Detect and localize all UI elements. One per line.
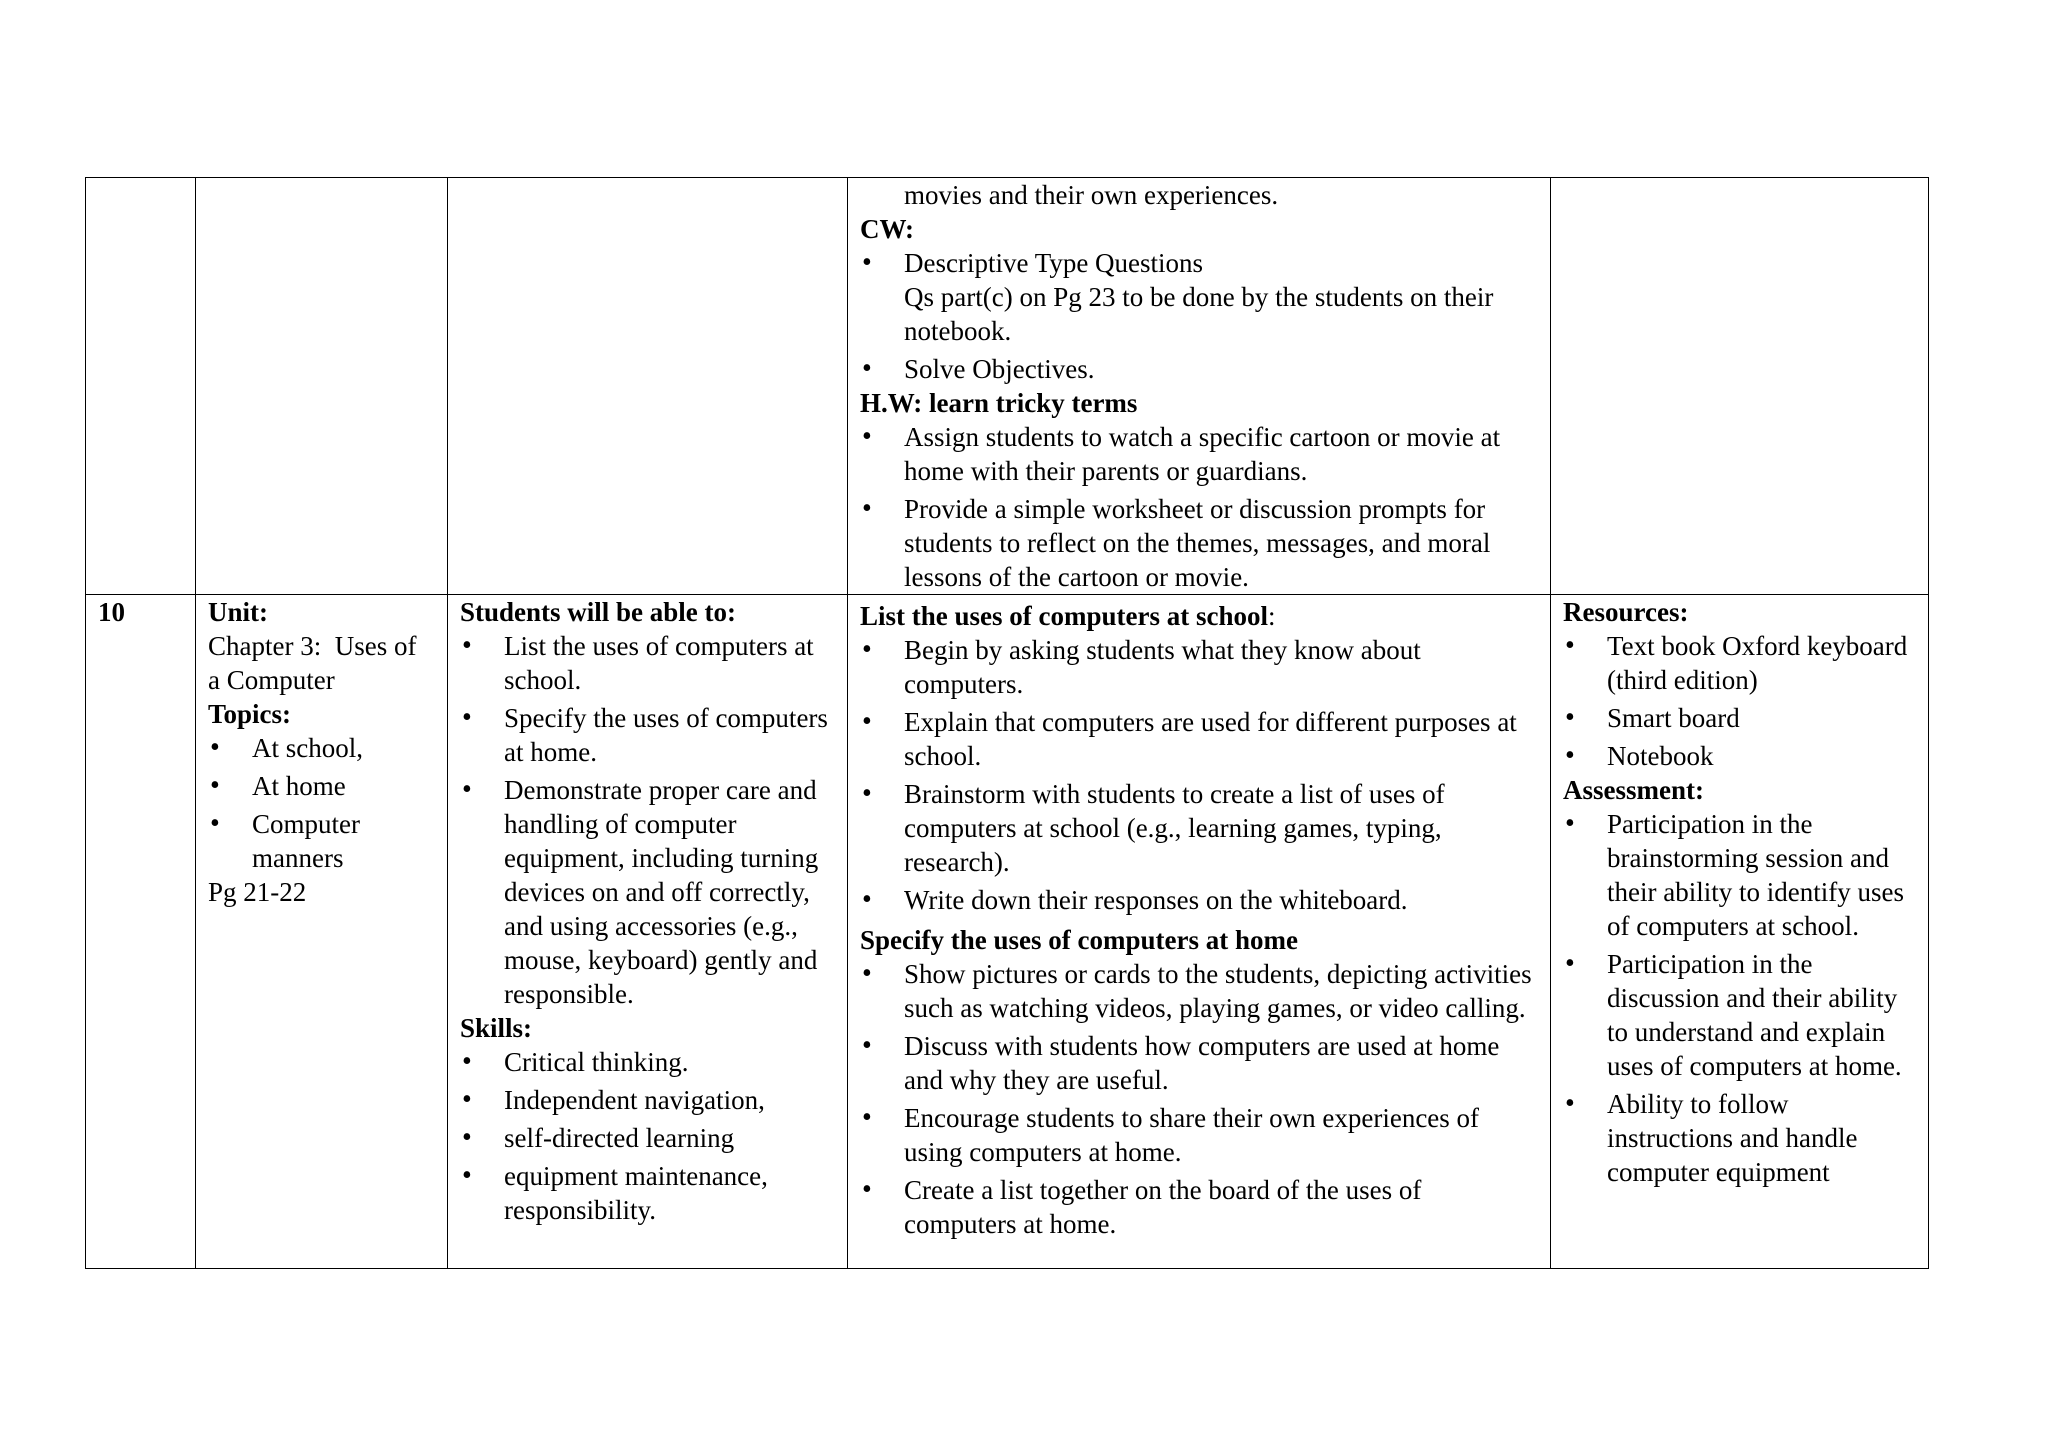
unit-text: Chapter 3: Uses of a Computer [208, 631, 424, 695]
list-item: • Descriptive Type Questions Qs part(c) on Pg 23 to be done by the students on their notebook. [860, 246, 1538, 348]
assessment-heading: Assessment: [1563, 775, 1704, 805]
list-item: • Ability to follow instructions and handle computer equipment [1563, 1087, 1916, 1189]
week-number: 10 [98, 597, 125, 627]
unit-heading: Unit: [208, 597, 268, 627]
list-item: • Discuss with students how computers are used at home and why they are useful. [860, 1029, 1538, 1097]
activity-list-school [860, 633, 1538, 917]
list-item: • Specify the uses of computers at home. [460, 701, 835, 769]
list-item: • Write down their responses on the whiteboard. [860, 883, 1538, 917]
list-item: • List the uses of computers at school. [460, 629, 835, 697]
list-item: • Computer manners [208, 807, 435, 875]
week-cell [86, 178, 196, 595]
list-item: • At home [208, 769, 435, 803]
list-item: • Smart board [1563, 701, 1916, 735]
slo-heading: Students will be able to: [460, 597, 737, 627]
slo-list [460, 629, 835, 1011]
activity-heading-school: List the uses of computers at school: [860, 601, 1276, 631]
hw-list [860, 420, 1538, 594]
list-item: • Assign students to watch a specific cartoon or movie at home with their parents or guardians. [860, 420, 1538, 488]
skills-heading: Skills: [460, 1013, 533, 1043]
lesson-plan-table [85, 177, 1929, 1269]
list-item: • Create a list together on the board of the uses of computers at home. [860, 1173, 1538, 1241]
activity-heading-home: Specify the uses of computers at home [860, 925, 1298, 955]
list-item: • Show pictures or cards to the students, depicting activities such as watching videos, playing games, or video calling. [860, 957, 1538, 1025]
resources-cell [1551, 595, 1929, 1269]
resources-cell [1551, 178, 1929, 595]
list-item: • Participation in the discussion and their ability to understand and explain uses of computers at home. [1563, 947, 1916, 1083]
hw-heading: H.W: learn tricky terms [860, 388, 1138, 418]
week-cell [86, 595, 196, 1269]
activities-cell [848, 178, 1551, 595]
intro-text: movies and their own experiences. [904, 180, 1279, 210]
objectives-cell [448, 595, 848, 1269]
cw-sub-text: Qs part(c) on Pg 23 to be done by the students on their notebook. [904, 282, 1494, 346]
topics-heading: Topics: [208, 699, 292, 729]
list-item: • At school, [208, 731, 435, 765]
list-item: • Notebook [1563, 739, 1916, 773]
list-item: • Brainstorm with students to create a list of uses of computers at school (e.g., learning games, typing, research). [860, 777, 1538, 879]
objectives-cell [448, 178, 848, 595]
topics-list [208, 731, 435, 875]
table-row [86, 178, 1929, 595]
list-item: • Begin by asking students what they know about computers. [860, 633, 1538, 701]
list-item: • Text book Oxford keyboard (third edition) [1563, 629, 1916, 697]
cw-heading: CW: [860, 214, 914, 244]
list-item: • Solve Objectives. [860, 352, 1538, 386]
list-item: • Independent navigation, [460, 1083, 835, 1117]
skills-list [460, 1045, 835, 1227]
resources-heading: Resources: [1563, 597, 1689, 627]
cw-list [860, 246, 1538, 386]
activities-cell [848, 595, 1551, 1269]
list-item: • equipment maintenance, responsibility. [460, 1159, 835, 1227]
unit-cell [196, 178, 448, 595]
list-item: • Provide a simple worksheet or discussion prompts for students to reflect on the themes, messages, and moral lessons of the cartoon or movie. [860, 492, 1538, 594]
resources-list [1563, 629, 1916, 773]
page-reference: Pg 21-22 [208, 877, 307, 907]
unit-cell [196, 595, 448, 1269]
list-item: • Encourage students to share their own experiences of using computers at home. [860, 1101, 1538, 1169]
list-item: • Critical thinking. [460, 1045, 835, 1079]
list-item: • Participation in the brainstorming session and their ability to identify uses of computers at school. [1563, 807, 1916, 943]
list-item: • Explain that computers are used for different purposes at school. [860, 705, 1538, 773]
activity-list-home [860, 957, 1538, 1241]
assessment-list [1563, 807, 1916, 1189]
list-item: • self-directed learning [460, 1121, 835, 1155]
list-item: • Demonstrate proper care and handling of computer equipment, including turning devices on and off correctly, and using accessories (e.g., mouse, keyboard) gently and responsible. [460, 773, 835, 1011]
table-row [86, 595, 1929, 1269]
